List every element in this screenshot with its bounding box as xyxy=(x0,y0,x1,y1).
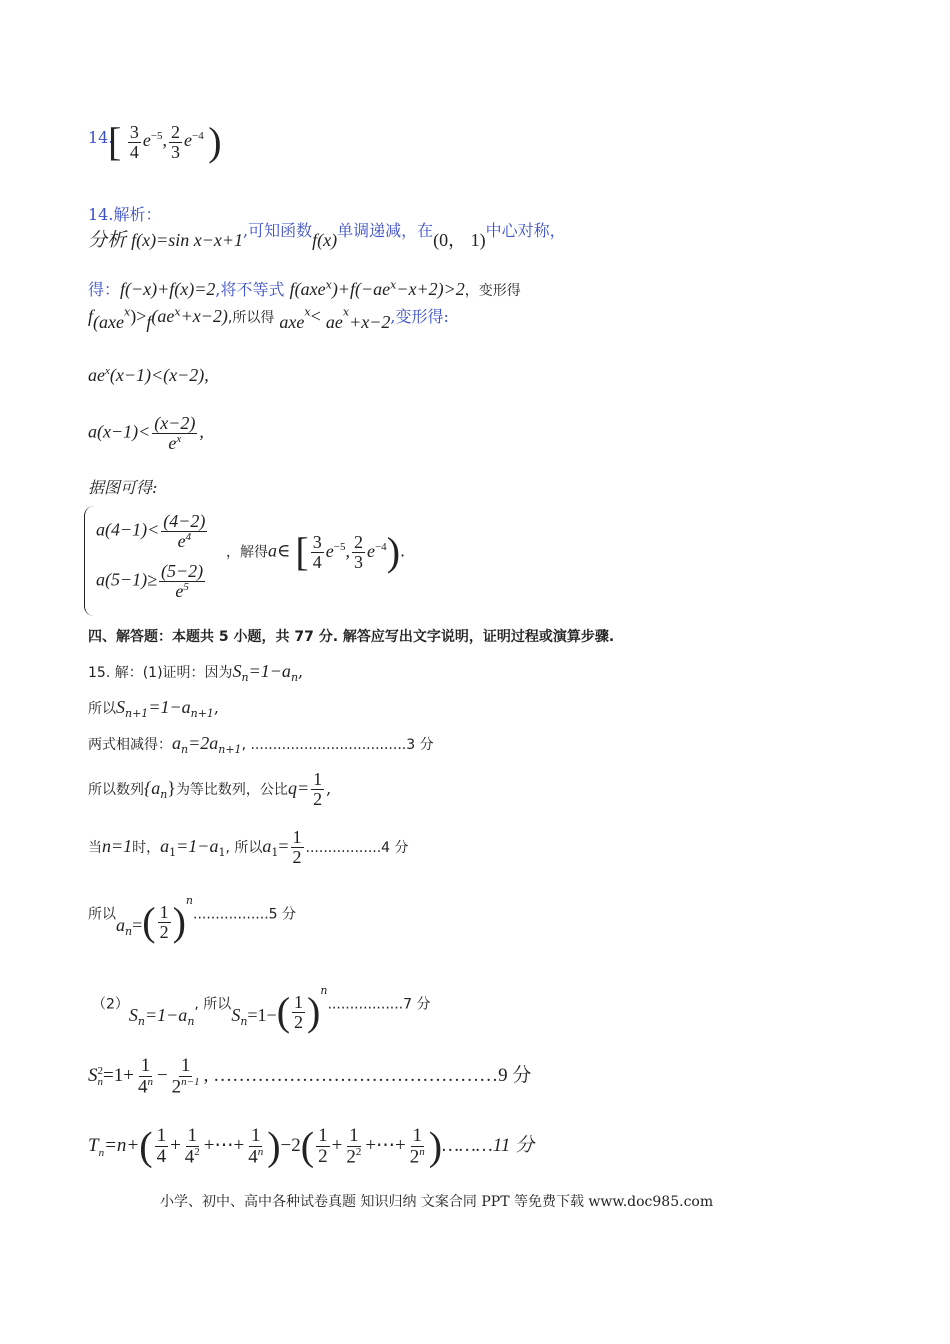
left-bracket: [ xyxy=(108,119,122,164)
math: =1−a xyxy=(145,1004,188,1025)
den: 3 xyxy=(171,141,181,162)
e: e xyxy=(177,530,186,551)
math: a xyxy=(172,733,181,753)
q14-label: 14. xyxy=(88,128,114,147)
sup: n xyxy=(185,894,193,908)
math: S xyxy=(231,1004,241,1025)
math: = xyxy=(132,914,143,935)
num: 1 xyxy=(159,901,169,922)
text: 两式相减得： xyxy=(88,737,172,753)
math: (ae xyxy=(151,306,175,326)
left-paren: ( xyxy=(142,899,156,944)
sep: , xyxy=(345,540,350,561)
q15-part2-line-1 xyxy=(92,984,431,1034)
math: axe xyxy=(279,312,305,332)
math: q= xyxy=(287,777,310,798)
right-paren: ) xyxy=(172,899,186,944)
math: ae xyxy=(88,365,105,385)
sub: n xyxy=(97,1075,103,1088)
text: 15. 解：(1)证明：因为 xyxy=(88,665,233,681)
text: . xyxy=(400,541,406,561)
sup: x xyxy=(304,305,311,319)
math: = xyxy=(278,835,289,856)
text: ，解得 xyxy=(226,544,268,561)
frac xyxy=(344,1126,363,1167)
base: 2 xyxy=(409,1146,420,1168)
math: =2a xyxy=(188,733,219,753)
text: 得： xyxy=(88,280,121,299)
text: ，变形得 xyxy=(464,283,521,299)
base: 2 xyxy=(171,1076,182,1098)
text: ,可知函数 xyxy=(243,221,313,240)
math: (x−1)<(x−2) xyxy=(109,365,205,385)
math: S xyxy=(232,661,242,681)
den: 2 xyxy=(159,921,169,942)
num: 1 xyxy=(180,1055,191,1076)
system-row-2 xyxy=(96,562,207,601)
frac xyxy=(408,1126,427,1167)
sup: x xyxy=(105,365,110,377)
frac xyxy=(152,414,197,453)
sub: n xyxy=(290,671,299,685)
sup: n xyxy=(147,1075,153,1088)
sub: n xyxy=(240,1014,248,1028)
sub: n xyxy=(98,1146,105,1159)
sub: n xyxy=(125,924,133,938)
plus: + xyxy=(170,1134,181,1156)
den xyxy=(173,582,191,601)
num: 1 xyxy=(187,1125,198,1146)
frac xyxy=(170,1056,202,1097)
text: , 所以 xyxy=(194,996,232,1013)
math: =1−a xyxy=(248,661,291,681)
text: .................5 分 xyxy=(193,906,297,923)
text: , xyxy=(199,421,204,442)
dots: +⋯+ xyxy=(203,1134,245,1156)
text: , xyxy=(213,698,220,717)
frac xyxy=(183,1126,202,1167)
frac xyxy=(311,770,324,809)
section-4-heading: 四、解答题：本题共 5 小题，共 77 分. 解答应写出文字说明，证明过程或演算步骤. xyxy=(88,629,615,645)
plus: + xyxy=(331,1134,343,1156)
num: 2 xyxy=(171,121,181,142)
math: +x−2) xyxy=(180,306,228,326)
math: =1− xyxy=(247,1004,277,1025)
num: 1 xyxy=(140,1055,151,1076)
analysis-title: 14.解析： xyxy=(88,205,162,224)
right-paren: ) xyxy=(428,1123,443,1169)
den xyxy=(170,1077,202,1097)
q14-interval xyxy=(108,119,222,164)
q15-line-5 xyxy=(88,828,409,867)
den xyxy=(136,1077,155,1097)
math: S xyxy=(116,697,125,717)
frac xyxy=(316,1126,330,1167)
base: 4 xyxy=(248,1146,258,1168)
frac xyxy=(352,533,365,572)
frac xyxy=(291,828,304,867)
math: )+f(−ae xyxy=(331,279,391,299)
sup: x xyxy=(174,305,181,319)
sup: n−1 xyxy=(181,1075,200,1088)
analysis-line-6: 据图可得: xyxy=(88,478,158,497)
text: .................4 分 xyxy=(305,839,409,856)
right-paren: ) xyxy=(267,1123,281,1169)
sub: n+1 xyxy=(125,707,149,721)
num: 1 xyxy=(250,1125,261,1146)
text: , ………………………………………9 分 xyxy=(203,1064,532,1086)
den xyxy=(166,434,183,453)
text: , ...................................3 分 xyxy=(241,737,434,753)
text: ,所以得 xyxy=(227,310,275,326)
sep: , xyxy=(162,130,168,151)
left-paren: ( xyxy=(139,1123,153,1169)
text: （2） xyxy=(92,996,129,1013)
e: e xyxy=(175,580,184,601)
den: 3 xyxy=(353,551,363,572)
e: e xyxy=(142,130,151,151)
text: 所以数列 xyxy=(88,781,144,798)
text: , xyxy=(298,662,304,681)
den: 2 xyxy=(318,1146,328,1168)
dots: +⋯+ xyxy=(365,1134,406,1156)
num: 1 xyxy=(294,991,304,1012)
text: 所以 xyxy=(88,906,116,923)
sub: n xyxy=(160,788,168,802)
q15-line-6 xyxy=(88,894,297,944)
sup: 2 xyxy=(355,1145,362,1158)
num: (5−2) xyxy=(161,561,204,581)
system-row-1 xyxy=(96,512,209,551)
num: (4−2) xyxy=(163,511,206,531)
sup: 2 xyxy=(97,1064,103,1077)
sub: n xyxy=(137,1014,146,1028)
base: 2 xyxy=(346,1146,356,1168)
sup: x xyxy=(390,278,397,292)
system-solution xyxy=(226,529,406,574)
text: 为等比数列，公比 xyxy=(175,781,288,798)
math: (axe xyxy=(93,312,124,332)
right-paren: ) xyxy=(208,119,222,164)
text: 单调递减，在 xyxy=(337,221,434,240)
q15-line-2 xyxy=(88,696,219,721)
math: f(−x)+f(x)=2 xyxy=(120,279,216,299)
e: e xyxy=(168,432,177,453)
sup: 2 xyxy=(194,1145,200,1158)
math: =1−a xyxy=(148,697,191,717)
sub: n+1 xyxy=(218,743,242,757)
left-paren: ( xyxy=(276,989,291,1034)
math: a∈ xyxy=(268,540,291,561)
math: −2 xyxy=(280,1134,301,1156)
math: − xyxy=(156,1064,168,1086)
num: (x−2) xyxy=(154,413,196,433)
page-footer: 小学、初中、高中各种试卷真题 知识归纳 文案合同 PPT 等免费下载 www.doc985.com xyxy=(160,1194,714,1210)
pow: −5 xyxy=(150,130,163,143)
math: =1−a xyxy=(176,835,219,856)
right-paren: ) xyxy=(307,989,321,1034)
sub: 1 xyxy=(218,846,226,860)
den xyxy=(344,1147,363,1167)
math: T xyxy=(88,1134,99,1156)
text: ………11 分 xyxy=(442,1134,535,1156)
q15-line-4 xyxy=(88,770,331,809)
text: .................7 分 xyxy=(327,996,431,1013)
function-def: f(x)=sin x−x+1 xyxy=(131,230,244,250)
math: a xyxy=(262,835,272,856)
q15-part2-line-2 xyxy=(88,1056,531,1097)
frac xyxy=(246,1126,265,1167)
den xyxy=(408,1147,427,1167)
fx: f(x) xyxy=(312,230,338,250)
frac xyxy=(155,1126,169,1167)
den: 2 xyxy=(294,1011,304,1032)
sup: x xyxy=(342,305,350,319)
sub: n xyxy=(187,1014,195,1028)
sup: x xyxy=(124,305,131,319)
sub: n xyxy=(181,743,189,757)
math: a xyxy=(160,835,170,856)
frac xyxy=(161,512,207,551)
base: 4 xyxy=(137,1076,148,1098)
den: 2 xyxy=(313,788,323,809)
frac xyxy=(311,533,324,572)
num: 1 xyxy=(313,769,323,789)
math: n=1 xyxy=(102,835,133,856)
den: 4 xyxy=(312,551,322,572)
text: , 所以 xyxy=(225,839,263,856)
math: a(4−1)< xyxy=(96,519,160,540)
base: 4 xyxy=(184,1146,195,1168)
text: 当 xyxy=(88,839,102,856)
math: )> xyxy=(130,306,147,326)
math: S xyxy=(128,1004,138,1025)
text: 中心对称， xyxy=(485,221,566,240)
analysis-prefix: 分析 xyxy=(88,229,127,251)
right-paren: ) xyxy=(386,529,401,574)
num: 1 xyxy=(349,1125,359,1146)
q15-line-3 xyxy=(88,732,434,757)
math: S xyxy=(88,1064,98,1086)
num: 1 xyxy=(318,1125,328,1147)
math: a xyxy=(116,914,125,935)
num: 1 xyxy=(412,1125,422,1146)
sub: 1 xyxy=(271,846,279,860)
analysis-line-4 xyxy=(88,364,209,387)
q15-line-1 xyxy=(88,660,303,685)
pow: −4 xyxy=(374,540,387,553)
math: < xyxy=(310,306,321,326)
left-paren: ( xyxy=(300,1123,315,1169)
sup: 4 xyxy=(185,530,192,543)
text: ,将不等式 xyxy=(215,280,285,299)
den: 4 xyxy=(129,141,139,162)
text: , xyxy=(204,365,209,385)
e: e xyxy=(184,130,193,151)
pow: −5 xyxy=(333,540,346,553)
num: 3 xyxy=(312,531,322,552)
math: f xyxy=(146,312,152,332)
math: f(axe xyxy=(289,279,326,299)
sup: n xyxy=(257,1145,264,1158)
frac-3-4 xyxy=(128,123,141,162)
frac-2-3 xyxy=(169,123,182,162)
math: =1+ xyxy=(103,1064,134,1086)
num: 1 xyxy=(292,827,302,847)
sub: 1 xyxy=(169,846,177,860)
den xyxy=(183,1147,202,1167)
q15-part2-line-3 xyxy=(88,1123,535,1169)
frac xyxy=(292,993,305,1032)
frac xyxy=(158,903,171,942)
text: 所以 xyxy=(88,701,116,717)
num: 3 xyxy=(129,121,139,142)
analysis-line-2 xyxy=(88,278,521,301)
center-point: (0， 1) xyxy=(433,230,486,250)
e: e xyxy=(325,540,334,561)
frac xyxy=(159,562,205,601)
den: 4 xyxy=(156,1146,167,1168)
den xyxy=(246,1147,265,1167)
system-brace xyxy=(84,506,95,616)
sup: n xyxy=(320,984,328,998)
text: , xyxy=(326,778,332,798)
left-bracket: [ xyxy=(295,529,309,574)
num: 1 xyxy=(156,1125,167,1147)
math: } xyxy=(167,777,176,798)
num: 2 xyxy=(353,531,363,552)
math: a(5−1)≥ xyxy=(96,569,158,590)
pow: −4 xyxy=(192,130,204,143)
den xyxy=(176,532,194,551)
text: ,变形得: xyxy=(390,307,449,326)
sup: 5 xyxy=(183,580,189,593)
sub: n xyxy=(241,671,249,685)
math: {a xyxy=(144,777,161,798)
math: =n+ xyxy=(104,1134,140,1156)
analysis-line-1 xyxy=(88,221,566,253)
math: f xyxy=(88,306,94,326)
text: 时， xyxy=(132,839,161,856)
sup: x xyxy=(176,432,182,445)
sub: n+1 xyxy=(190,707,214,721)
sup: n xyxy=(419,1145,425,1158)
math: a(x−1)< xyxy=(88,421,151,442)
math: ae xyxy=(325,312,343,332)
sup: x xyxy=(325,278,332,292)
math: +x−2 xyxy=(349,312,391,332)
e: e xyxy=(366,540,375,561)
den: 2 xyxy=(292,846,302,867)
analysis-line-3 xyxy=(88,305,449,332)
math: −x+2)>2 xyxy=(396,279,465,299)
analysis-line-5 xyxy=(88,414,204,453)
frac xyxy=(136,1056,155,1097)
